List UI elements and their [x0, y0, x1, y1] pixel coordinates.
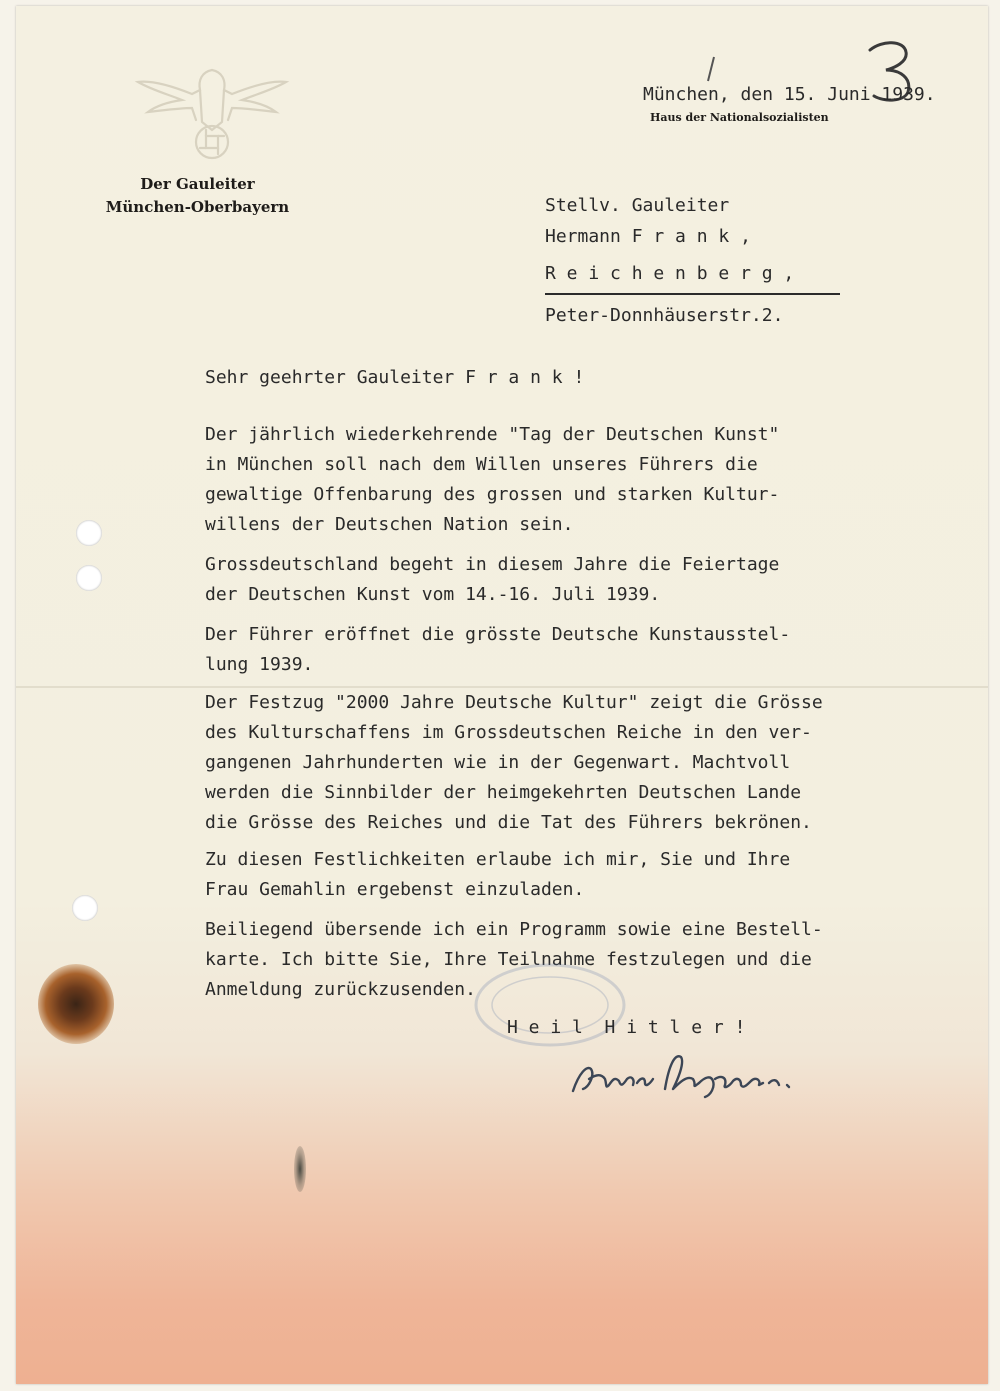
recipient-city: R e i c h e n b e r g , — [545, 263, 795, 284]
recipient-name: Hermann F r a n k , — [545, 226, 751, 247]
letterhead-title: Der Gauleiter — [140, 175, 255, 193]
letterhead-region: München-Oberbayern — [105, 198, 290, 216]
eagle-emblem-icon — [132, 50, 292, 170]
punch-hole — [76, 520, 102, 546]
signature — [565, 1045, 855, 1105]
recipient-street: Peter-Donnhäuserstr.2. — [545, 305, 784, 326]
burn-stain — [38, 964, 114, 1044]
paragraph: Der jährlich wiederkehrende "Tag der Deutschen Kunst" in München soll nach dem Willen unseres Führers die gewaltige Offenbarung des grossen und starken Kultur- willens der Deutschen Nation sein. — [205, 424, 780, 535]
paragraph: Der Festzug "2000 Jahre Deutsche Kultur" zeigt die Grösse des Kulturschaffens im Grossdeutschen Reiche in den ver- gangenen Jahrhunderten wie in der Gegenwart. Machtvoll werden die Sinnbilder der heimgekehrten Deutschen Lande die Grösse des Reiches und die Tat des Führers bekrönen. — [205, 692, 823, 833]
paragraph: Beiliegend übersende ich ein Programm sowie eine Bestell- karte. Ich bitte Sie, Ihre Teilnahme festzulegen und die Anmeldung zurückzusenden. — [205, 919, 823, 1000]
punch-hole — [72, 895, 98, 921]
letterhead — [90, 173, 305, 219]
paragraph: Grossdeutschland begeht in diesem Jahre die Feiertage der Deutschen Kunst vom 14.-16. Juli 1939. — [205, 554, 780, 605]
punch-hole — [76, 565, 102, 591]
paragraph: Zu diesen Festlichkeiten erlaube ich mir, Sie und Ihre Frau Gemahlin ergebenst einzuladen. — [205, 849, 791, 900]
salutation: Sehr geehrter Gauleiter F r a n k ! — [205, 367, 585, 388]
pencil-mark — [700, 55, 720, 85]
dark-spot — [294, 1146, 306, 1192]
recipient-title: Stellv. Gauleiter — [545, 195, 730, 216]
closing: H e i l H i t l e r ! — [507, 1017, 746, 1038]
house-name: Haus der Nationalsozialisten — [650, 111, 829, 124]
address-underline — [545, 293, 840, 295]
place-date: München, den 15. Juni 1939. — [643, 84, 936, 105]
paragraph: Der Führer eröffnet die grösste Deutsche Kunstausstel- lung 1939. — [205, 624, 791, 675]
